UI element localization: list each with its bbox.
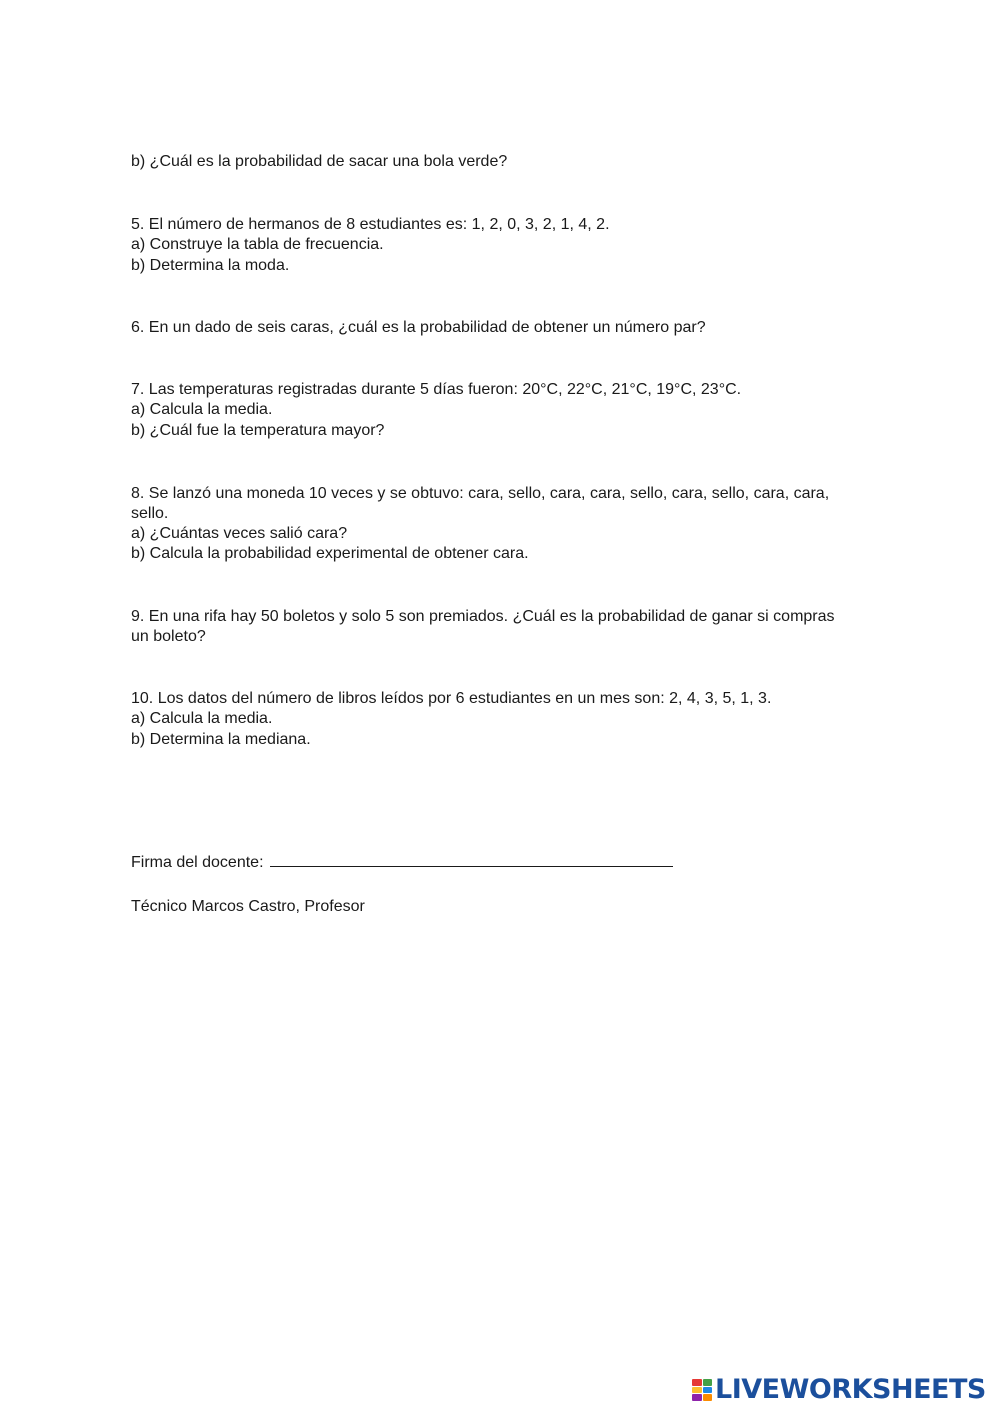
question-7a: a) Calcula la media. [131,401,273,418]
question-5-stem: 5. El número de hermanos de 8 estudiantes es: 1, 2, 0, 3, 2, 1, 4, 2. [131,216,610,233]
question-6-stem: 6. En un dado de seis caras, ¿cuál es la probabilidad de obtener un número par? [131,319,706,336]
question-9-stem-line2: un boleto? [131,628,206,645]
signature-line[interactable] [270,852,673,867]
question-10b: b) Determina la mediana. [131,731,311,748]
liveworksheets-logo-text: LIVEWORKSHEETS [715,1374,986,1405]
question-5a: a) Construye la tabla de frecuencia. [131,236,384,253]
question-9-stem-line1: 9. En una rifa hay 50 boletos y solo 5 son premiados. ¿Cuál es la probabilidad de ganar si compras [131,608,835,625]
question-7b: b) ¿Cuál fue la temperatura mayor? [131,422,385,439]
signature-label: Firma del docente: [131,854,264,871]
question-8-stem-line1: 8. Se lanzó una moneda 10 veces y se obtuvo: cara, sello, cara, cara, sello, cara, sello, cara, cara, [131,485,830,502]
signature-row [131,852,673,873]
question-10-stem: 10. Los datos del número de libros leídos por 6 estudiantes en un mes son: 2, 4, 3, 5, 1, 3. [131,690,772,707]
liveworksheets-logo [692,1376,986,1404]
liveworksheets-logo-icon [692,1379,712,1401]
question-8a: a) ¿Cuántas veces salió cara? [131,525,348,542]
question-5b: b) Determina la moda. [131,257,290,274]
question-4b: b) ¿Cuál es la probabilidad de sacar una bola verde? [131,153,508,170]
question-10a: a) Calcula la media. [131,710,273,727]
question-7-stem: 7. Las temperaturas registradas durante 5 días fueron: 20°C, 22°C, 21°C, 19°C, 23°C. [131,381,742,398]
question-8b: b) Calcula la probabilidad experimental de obtener cara. [131,545,529,562]
question-8-stem-line2: sello. [131,505,169,522]
signer-name: Técnico Marcos Castro, Profesor [131,898,365,915]
